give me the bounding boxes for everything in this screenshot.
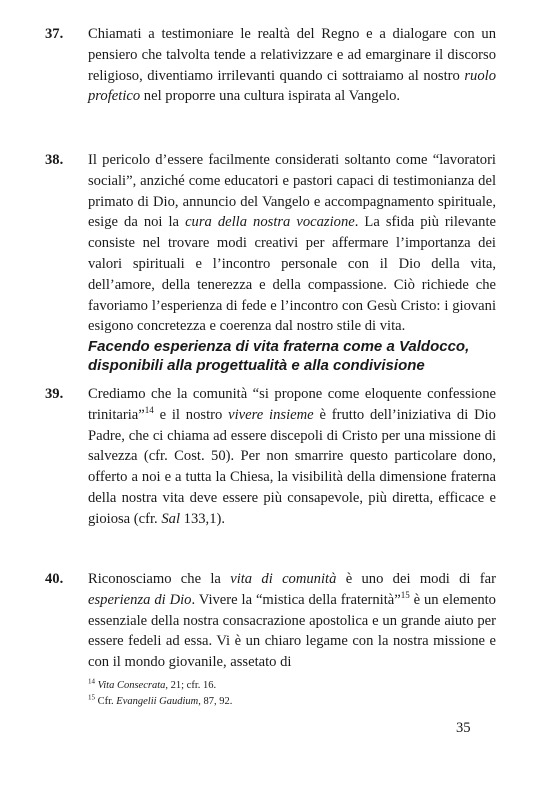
footnote-reference: 15 [400,589,410,600]
paragraph-text [88,150,496,337]
page-number: 35 [456,720,471,736]
paragraph-text [88,24,496,107]
paragraph-38 [45,150,496,337]
footnote-mark: 15 [88,693,95,701]
footnotes [88,678,488,709]
text-run: Riconosciamo che la [88,571,231,587]
text-run: Crediamo che la comunità “si propone come eloquente confessione trinitaria” [88,386,496,423]
text-run: , 87, 92. [198,695,233,707]
italic-text: Vita Consecrata [97,680,166,691]
paragraph-37 [45,24,496,107]
italic-text: Sal [161,510,181,527]
text-run: è un elemento essenziale della nostra consacrazione apostolica e un grande aiuto per essere fedeli ad essa. Vi è un chiaro legame con la nostra missione e con il mondo giovanile, assetato di [88,591,496,671]
text-run: . La sfida più rilevante consiste nel trovare modi creativi per affermare l’importanza dei valori spirituali e l’incontro personale con il Dio della vita, dell’amore, della tenerezza e della compassione. Ciò richiede che favoriamo l’esperienza di fede e l’incontro con Gesù Cristo: i giovani esigono concretezza e coerenza dal nostro stile di vita. [88,214,496,335]
footnote-reference: 14 [144,404,154,415]
paragraph-number: 37. [45,26,64,42]
paragraph-number: 39. [45,386,64,402]
footnote-mark: 14 [88,677,95,686]
paragraph-text [88,384,496,530]
paragraph-number: 38. [45,152,64,168]
italic-text: vivere insieme [228,406,314,423]
italic-text: vita di comunità [230,571,337,587]
paragraph-number: 40. [45,571,64,587]
paragraph-39 [45,384,496,530]
text-run: Il pericolo d’essere facilmente considerati soltanto come “lavoratori sociali”, anziché come educatori e pastori capaci di testimonianza del primato di Dio, annuncio del Vangelo e accompagnamento spirituale, esige da noi la [88,152,496,231]
text-run: 133,1). [180,510,226,527]
section-heading: Facendo esperienza di vita fraterna come a Valdocco, disponibili alla progettualità e alla condivisione [88,338,470,374]
footnote-text [98,680,217,691]
footnote-text [98,696,233,707]
text-run: . Vivere la “mistica della fraternità” [191,591,401,608]
text-run: è frutto dell’iniziativa di Dio Padre, che ci chiama ad essere discepoli di Cristo per una missione di salvezza (cfr. Cost. 50). Per non smarrire questo particolare dono, offerto a noi e a tutta la Chiesa, la visibilità della dimensione fraterna della nostra vita deve essere più consapevole, più diretta, efficace e gioiosa (cfr. [88,406,496,527]
italic-text: esperienza di Dio [88,591,192,608]
text-run: Chiamati a testimoniare le realtà del Regno e a dialogare con un pensiero che talvolta tende a relativizzare e ad emarginare il discorso religioso, diventiamo irrilevanti quando ci sottraiamo al nostro [88,26,496,84]
italic-text: cura della nostra vocazione [185,214,355,231]
text-run: nel proporre una cultura ispirata al Vangelo. [140,88,401,105]
italic-text: Evangelii Gaudium [116,695,199,707]
footnote-14 [88,678,488,694]
text-run: , 21; cfr. 16. [165,680,217,691]
text-run: Cfr. [97,695,117,707]
paragraph-40 [45,569,496,673]
paragraph-text [88,569,496,673]
text-run: e il nostro [153,406,229,423]
text-run: è uno dei modi di far [336,571,496,587]
footnote-15 [88,694,488,710]
italic-text: ruolo profetico [88,67,496,105]
